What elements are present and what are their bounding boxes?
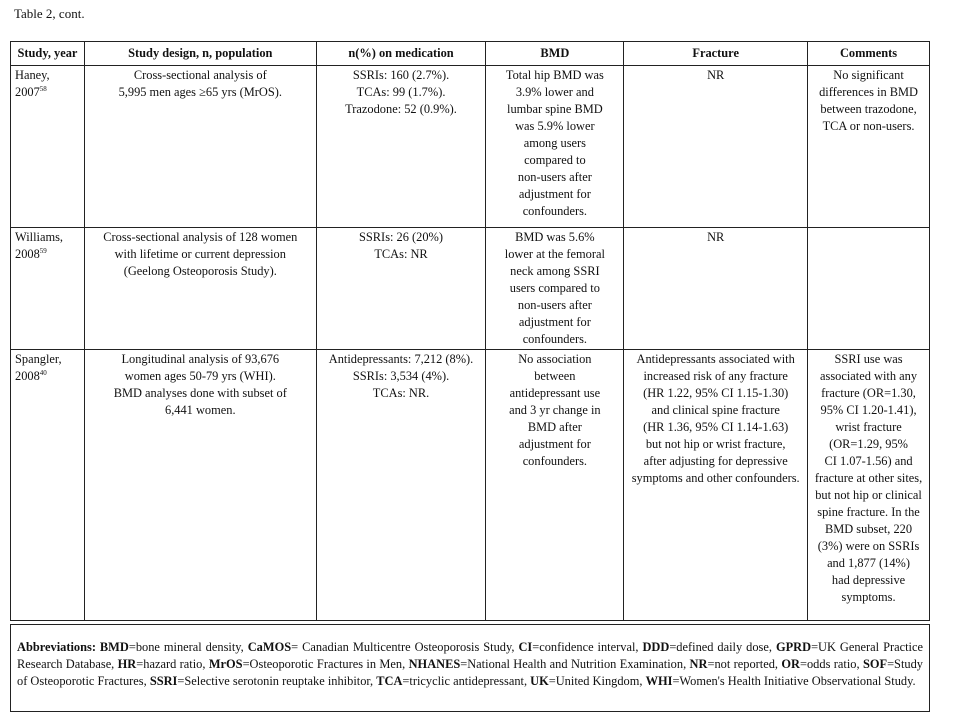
cell-line: Total hip BMD was — [505, 68, 604, 82]
cell-line: users compared to — [509, 281, 600, 295]
cell-line: associated with any — [820, 369, 918, 383]
abbreviation-definition: =hazard ratio, — [136, 657, 209, 671]
cell-line: adjustment for — [518, 187, 591, 201]
cell-line: confounders. — [522, 332, 588, 346]
cell-line: was 5.9% lower — [515, 119, 595, 133]
cell-line: after adjusting for depressive — [643, 454, 788, 468]
cell-line: confounders. — [522, 204, 588, 218]
cell-line: SSRIs: 3,534 (4%). — [352, 369, 450, 383]
cell-bmd — [486, 66, 624, 228]
cell-line: Antidepressants associated with — [636, 352, 795, 366]
cell-line: (3%) were on SSRIs — [817, 539, 920, 553]
cell-line: symptoms. — [841, 590, 896, 604]
cell-study-design — [84, 228, 316, 350]
abbreviation-term: MrOS — [208, 657, 243, 671]
cell-line: but not hip or clinical — [815, 488, 922, 502]
abbreviation-term: TCA — [376, 674, 403, 688]
abbreviation-definition: =National Health and Nutrition Examination, — [460, 657, 690, 671]
cell-line: BMD after — [527, 420, 582, 434]
cell-study-year — [11, 66, 85, 228]
abbreviation-term: WHI — [645, 674, 673, 688]
cell-line: (HR 1.22, 95% CI 1.15-1.30) — [643, 386, 789, 400]
cell-line: with lifetime or current depression — [114, 247, 286, 261]
cell-line: symptoms and other confounders. — [631, 471, 800, 485]
abbreviation-definition: =Osteoporotic Fractures in Men, — [242, 657, 409, 671]
cell-line: Cross-sectional analysis of — [133, 68, 267, 82]
abbreviation-term: HR — [117, 657, 137, 671]
cell-comments — [808, 350, 930, 621]
cell-line: Cross-sectional analysis of 128 women — [103, 230, 298, 244]
cell-line: compared to — [524, 153, 586, 167]
cell-medication — [316, 350, 486, 621]
abbreviation-definition: =not reported, — [707, 657, 782, 671]
abbreviation-definition: =Women's Health Initiative Observational Study. — [672, 674, 916, 688]
study-name: Haney, — [15, 68, 50, 82]
header-row — [11, 42, 930, 66]
cell-line: BMD subset, 220 — [824, 522, 913, 536]
abbreviation-term: OR — [781, 657, 800, 671]
cell-medication — [316, 228, 486, 350]
cell-line: non-users after — [517, 170, 592, 184]
abbreviation-definition: = Canadian Multicentre Osteoporosis Study, — [291, 640, 519, 654]
cell-line: non-users after — [517, 298, 592, 312]
cell-line: adjustment for — [518, 315, 591, 329]
cell-line: BMD was 5.6% — [515, 230, 595, 244]
cell-line: fracture (OR=1.30, — [821, 386, 916, 400]
cell-line: CI 1.07-1.56) and — [824, 454, 913, 468]
header-comments: Comments — [808, 42, 930, 66]
cell-line: BMD analyses done with subset of — [113, 386, 287, 400]
table-row — [11, 228, 930, 350]
cell-line: had depressive — [831, 573, 906, 587]
cell-line: among users — [523, 136, 587, 150]
cell-line: and clinical spine fracture — [651, 403, 780, 417]
header-fracture: Fracture — [624, 42, 808, 66]
abbreviation-definition: =Study of Osteoporotic Fractures, — [17, 657, 923, 688]
cell-line: Antidepressants: 7,212 (8%). — [328, 352, 474, 366]
reference-number: 40 — [39, 368, 47, 377]
abbreviation-definition: =bone mineral density, — [128, 640, 248, 654]
cell-line: TCAs: NR. — [372, 386, 430, 400]
abbreviation-definition: =tricyclic antidepressant, — [402, 674, 531, 688]
cell-line: between trazodone, — [820, 102, 917, 116]
cell-line: (OR=1.29, 95% — [829, 437, 908, 451]
cell-line: TCAs: NR — [374, 247, 428, 261]
study-name: Spangler, — [15, 352, 62, 366]
abbreviation-definition: =United Kingdom, — [548, 674, 646, 688]
abbreviation-term: NHANES — [408, 657, 461, 671]
cell-line: lower at the femoral — [504, 247, 605, 261]
cell-study-design — [84, 350, 316, 621]
cell-study-year — [11, 350, 85, 621]
abbreviation-term: Abbreviations: BMD — [17, 640, 129, 654]
cell-fracture — [624, 350, 808, 621]
abbreviation-definition: =defined daily dose, — [669, 640, 776, 654]
abbreviation-term: DDD — [642, 640, 670, 654]
cell-line: differences in BMD — [819, 85, 918, 99]
cell-line: 3.9% lower and — [515, 85, 594, 99]
abbreviation-term: GPRD — [775, 640, 812, 654]
cell-line: SSRIs: 160 (2.7%). — [352, 68, 450, 82]
cell-line: confounders. — [522, 454, 588, 468]
abbreviation-definition: =confidence interval, — [532, 640, 643, 654]
reference-number: 58 — [39, 84, 47, 93]
cell-line: and 1,877 (14%) — [827, 556, 910, 570]
cell-comments — [808, 228, 930, 350]
abbreviations-footnote — [10, 624, 930, 712]
cell-line: 95% CI 1.20-1.41), — [820, 403, 917, 417]
cell-line: women ages 50-79 yrs (WHI). — [124, 369, 276, 383]
cell-medication — [316, 66, 486, 228]
cell-line: No association — [518, 352, 592, 366]
cell-line: 6,441 women. — [165, 403, 236, 417]
cell-line: Longitudinal analysis of 93,676 — [121, 352, 280, 366]
study-name: Williams, — [15, 230, 64, 244]
table-caption: Table 2, cont. — [14, 6, 85, 21]
cell-line: antidepressant use — [509, 386, 601, 400]
evidence-table — [10, 41, 930, 621]
study-year: 2008 — [15, 369, 40, 383]
study-year: 2007 — [15, 85, 40, 99]
cell-line: TCAs: 99 (1.7%). — [356, 85, 446, 99]
abbreviation-term: CI — [518, 640, 533, 654]
cell-line: spine fracture. In the — [817, 505, 920, 519]
abbreviation-term: SOF — [862, 657, 888, 671]
cell-line: fracture at other sites, — [814, 471, 923, 485]
cell-line: SSRIs: 26 (20%) — [359, 230, 444, 244]
cell-line: and 3 yr change in — [509, 403, 601, 417]
abbreviation-definition: =Selective serotonin reuptake inhibitor, — [177, 674, 377, 688]
cell-fracture — [624, 228, 808, 350]
cell-line: (HR 1.36, 95% CI 1.14-1.63) — [643, 420, 789, 434]
cell-bmd — [486, 228, 624, 350]
cell-line: 5,995 men ages ≥65 yrs (MrOS). — [118, 85, 282, 99]
abbreviation-term: NR — [689, 657, 708, 671]
abbreviation-term: CaMOS — [247, 640, 292, 654]
cell-line: lumbar spine BMD — [507, 102, 603, 116]
cell-line: increased risk of any fracture — [643, 369, 788, 383]
cell-line: NR — [707, 68, 725, 82]
study-year: 2008 — [15, 247, 40, 261]
header-medication: n(%) on medication — [316, 42, 486, 66]
header-study-year: Study, year — [11, 42, 85, 66]
abbreviation-definition: =UK General Practice Research Database, — [17, 640, 923, 671]
abbreviation-definition: =odds ratio, — [800, 657, 863, 671]
cell-line: between — [534, 369, 576, 383]
cell-line: wrist fracture — [835, 420, 902, 434]
header-study-design: Study design, n, population — [84, 42, 316, 66]
cell-line: Trazodone: 52 (0.9%). — [345, 102, 457, 116]
reference-number: 59 — [39, 246, 47, 255]
cell-study-design — [84, 66, 316, 228]
table-row — [11, 350, 930, 621]
cell-line: but not hip or wrist fracture, — [645, 437, 786, 451]
cell-study-year — [11, 228, 85, 350]
cell-line: No significant — [833, 68, 904, 82]
cell-line: NR — [707, 230, 725, 244]
cell-line: TCA or non-users. — [822, 119, 915, 133]
abbreviation-term: SSRI — [149, 674, 178, 688]
cell-bmd — [486, 350, 624, 621]
cell-line: neck among SSRI — [510, 264, 600, 278]
abbreviation-term: UK — [530, 674, 549, 688]
header-bmd: BMD — [486, 42, 624, 66]
cell-comments — [808, 66, 930, 228]
cell-line: adjustment for — [518, 437, 591, 451]
cell-fracture — [624, 66, 808, 228]
cell-line: (Geelong Osteoporosis Study). — [123, 264, 277, 278]
cell-line: SSRI use was — [834, 352, 903, 366]
table-row — [11, 66, 930, 228]
